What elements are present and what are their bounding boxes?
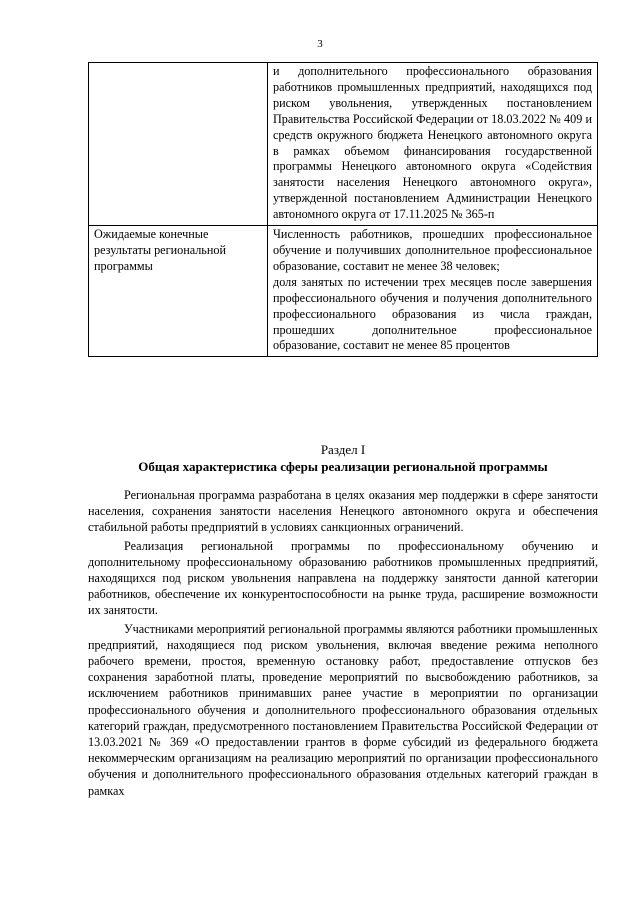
program-passport-table (88, 62, 598, 357)
table-cell-value (268, 226, 598, 357)
section-label: Раздел I (320, 442, 366, 457)
expected-result-employment-share: доля занятых по истечении трех месяцев после завершения профессионального обучения и получения дополнительного профессионального образования из числа граждан, прошедших дополнительное профессиональное образование, составит не менее 85 процентов (273, 274, 592, 353)
page-number: 3 (317, 38, 323, 50)
expected-result-headcount: Численность работников, прошедших профессиональное обучение и получивших дополнительное профессиональное образование, составит не менее 38 человек; (273, 227, 592, 273)
section-title: Общая характеристика сферы реализации региональной программы (138, 459, 548, 474)
table-row (89, 226, 598, 357)
table-cell-value: и дополнительного профессионального образования работников промышленных предприятий, находящихся под риском увольнения, утвержденных постановлением Правительства Российской Федерации от 18.03.2022 № 409 и средств окружного бюджета Ненецкого автономного округа в рамках объемом финансирования государственной программы Ненецкого автономного округа «Содействия занятости населения Ненецкого автономного округа», утвержденной постановлением Администрации Ненецкого автономного округа от 17.11.2025 № 365-п (268, 63, 598, 226)
section-body (88, 487, 598, 801)
paragraph: Участниками мероприятий региональной программы являются работники промышленных предприятий, находящиеся под риском увольнения, включая введение режима неполного рабочего времени, простоя, временную остановку работ, предоставление отпусков без сохранения заработной платы, проведение мероприятий по высвобождению работников, за исключением работников принимавших ранее участие в мероприятии по организации профессионального обучения и дополнительного профессионального образования отдельных категорий граждан, предусмотренного постановлением Правительства Российской Федерации от 13.03.2021 № 369 «О предоставлении грантов в форме субсидий из федерального бюджета некоммерческим организациям на реализацию мероприятий по организации профессионального обучения и дополнительного профессионального образования отдельных категорий граждан в рамках (88, 621, 598, 798)
table-cell-label: Ожидаемые конечные результаты региональной программы (89, 226, 268, 357)
paragraph: Региональная программа разработана в целях оказания мер поддержки в сфере занятости населения, сохранения занятости населения Ненецкого автономного округа и обеспечения стабильной работы предприятий в условиях санкционных ограничений. (88, 488, 598, 535)
paragraph: Реализация региональной программы по профессиональному обучению и дополнительному профессиональному образованию работников промышленных предприятий, находящихся под риском увольнения направлена на поддержку занятости данной категории работников, обеспечение их конкурентоспособности на рынке труда, расширение возможности их занятости. (88, 538, 598, 618)
table-cell-label (89, 63, 268, 226)
table-row (89, 63, 598, 226)
